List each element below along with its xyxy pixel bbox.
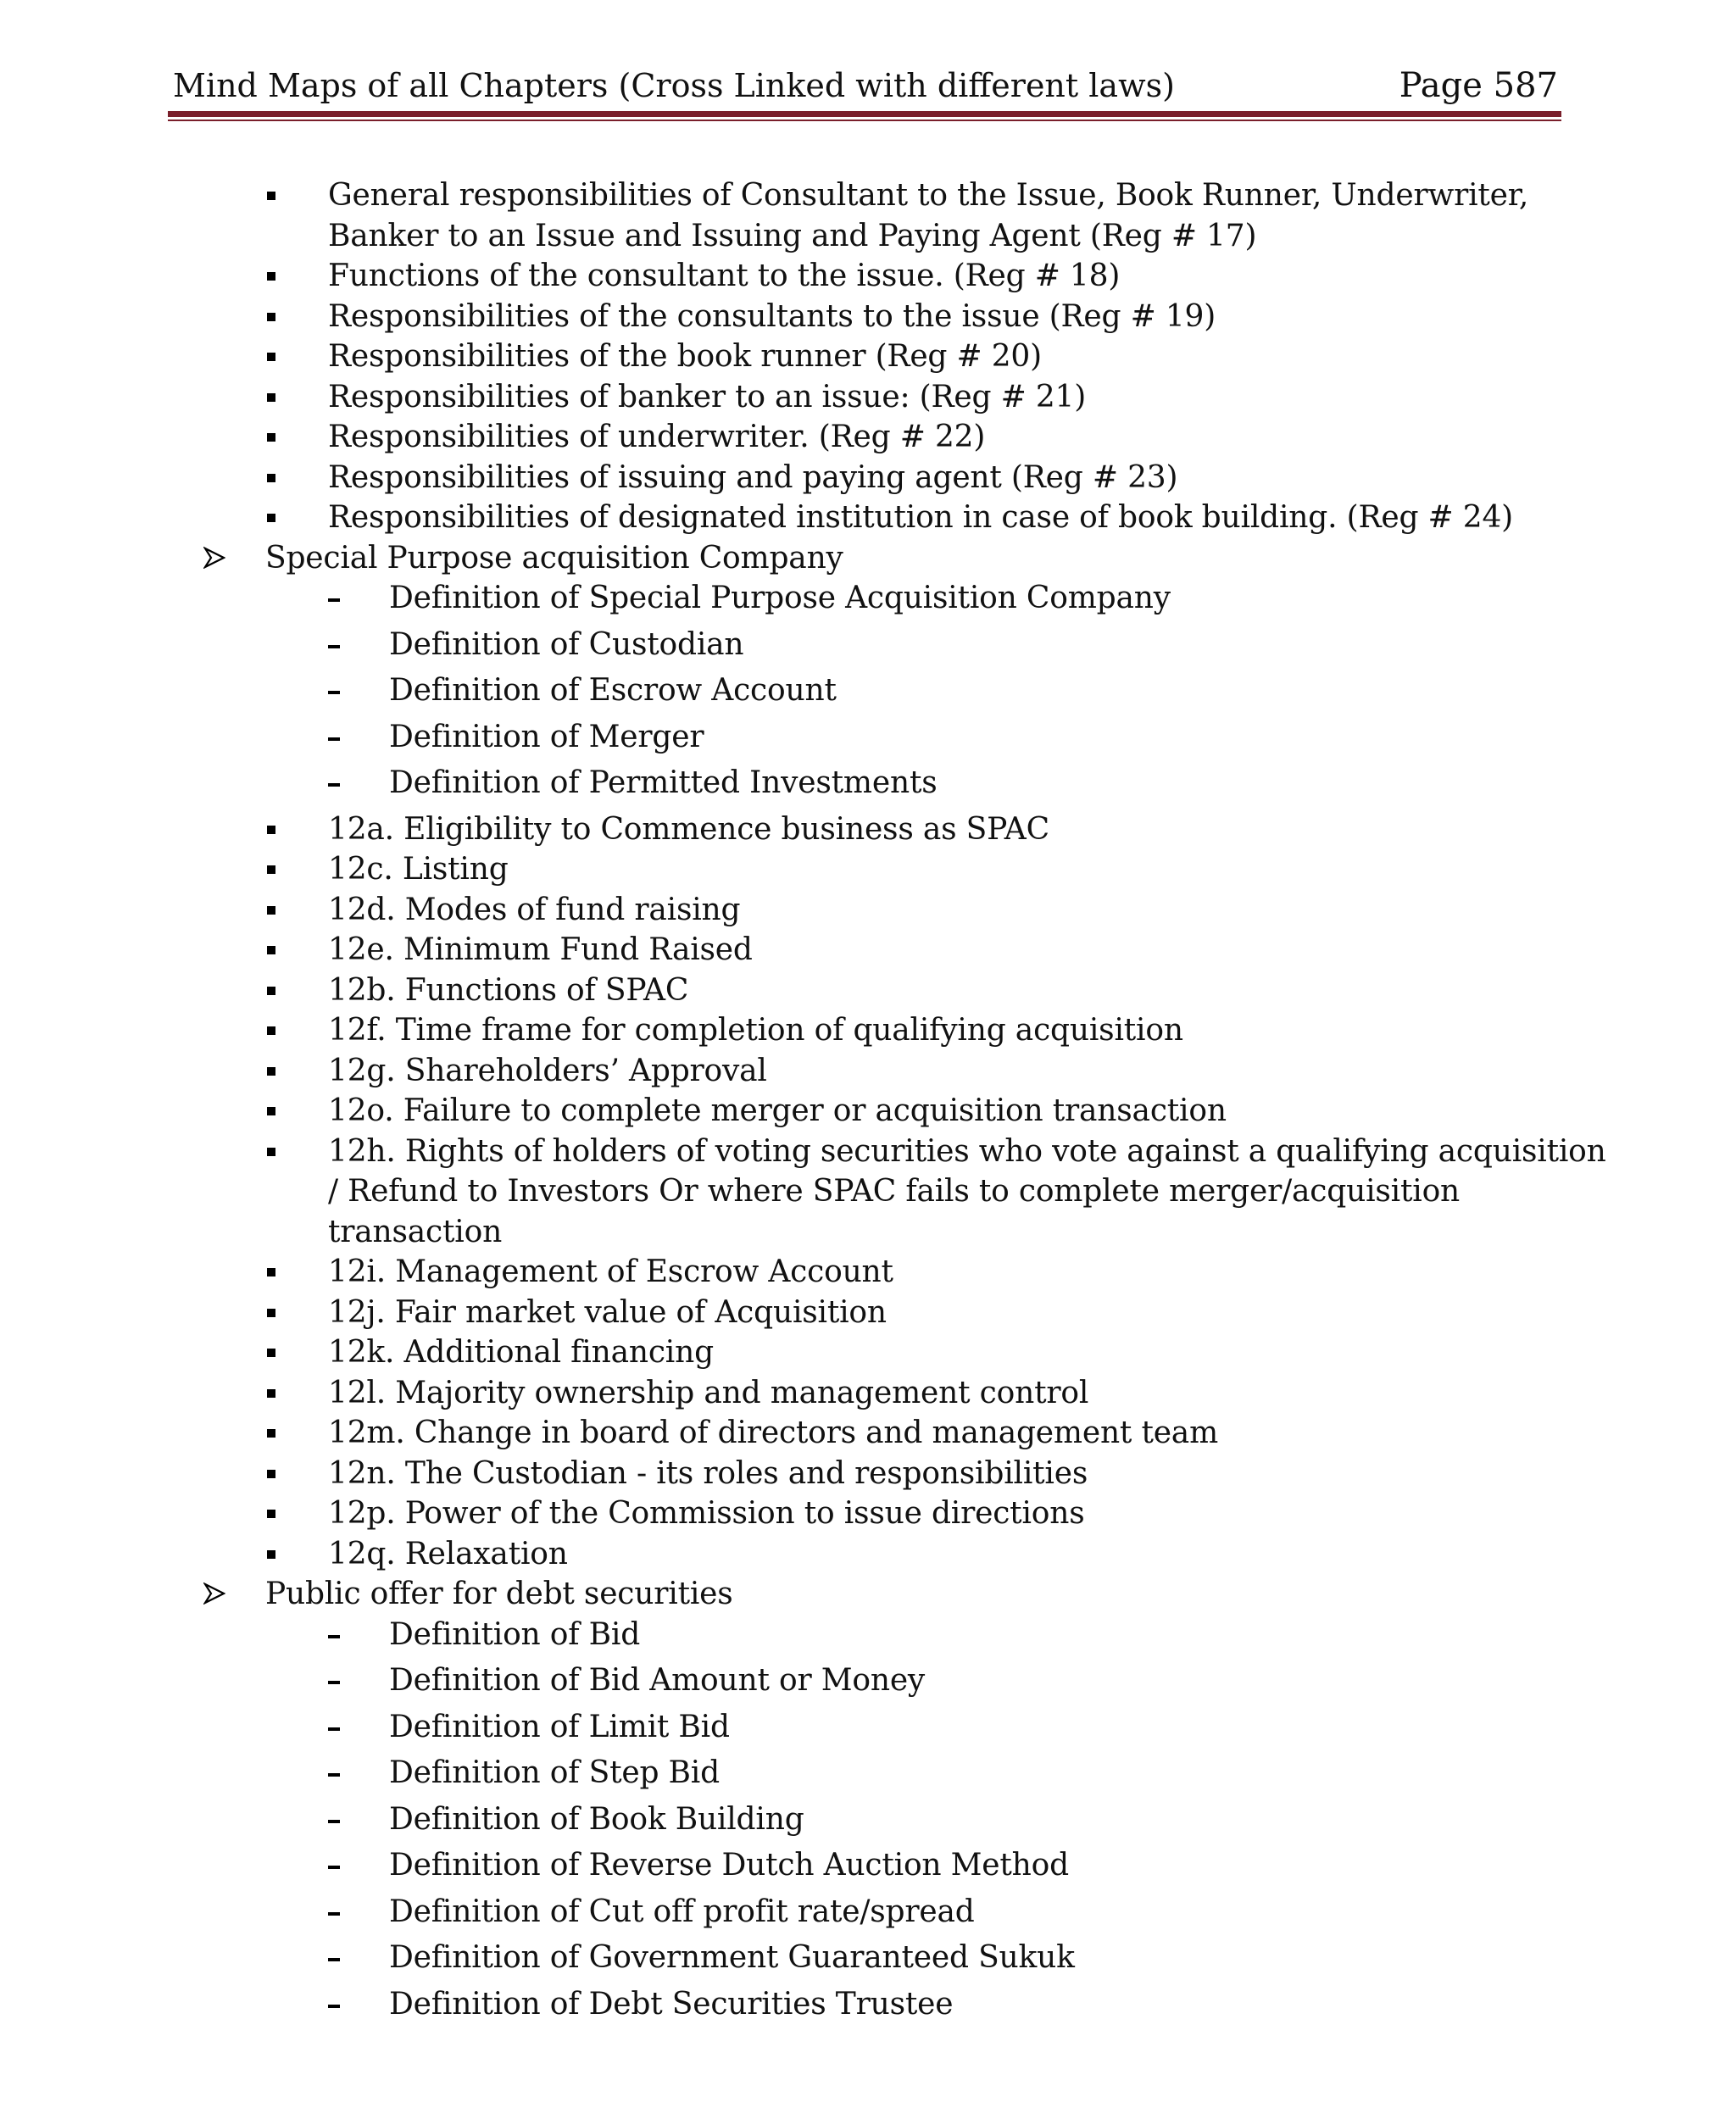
list-item-text: Responsibilities of banker to an issue: (Reg # 21) [328,379,1087,414]
square-bullet-icon [267,353,275,361]
header-rule-thick [168,111,1561,117]
square-bullet-icon [267,826,275,834]
list-item-text: Responsibilities of issuing and paying agent (Reg # 23) [328,459,1178,495]
list-item-text: Functions of the consultant to the issue. (Reg # 18) [328,259,1121,293]
arrow-bullet-icon [203,547,225,569]
list-item-text: 12c. Listing [328,852,509,887]
dash-bullet-icon [328,737,340,741]
list-item-text: Banker to an Issue and Issuing and Paying Agent (Reg # 17) [328,218,1257,253]
list-item-text: 12d. Modes of fund raising [328,892,741,927]
square-bullet-icon [267,1470,275,1478]
square-bullet-icon [267,1067,275,1076]
square-bullet-icon [267,514,275,522]
square-bullet-icon [267,1107,275,1115]
square-bullet-icon [267,1026,275,1035]
list-item-text: Definition of Reverse Dutch Auction Method [389,1848,1069,1883]
list-item-text: 12q. Relaxation [328,1536,568,1571]
list-item-text: transaction [328,1214,503,1249]
list-item-text: Definition of Escrow Account [389,673,837,708]
dash-bullet-icon [328,598,340,602]
dash-bullet-icon [328,1820,340,1823]
section-heading: Special Purpose acquisition Company [265,540,843,576]
header-title: Mind Maps of all Chapters (Cross Linked with different laws) [173,67,1175,104]
square-bullet-icon [267,1349,275,1357]
square-bullet-icon [267,1550,275,1559]
square-bullet-icon [267,192,275,200]
list-item-text: General responsibilities of Consultant to the Issue, Book Runner, Underwriter, [328,178,1529,213]
list-item-text: 12p. Power of the Commission to issue directions [328,1496,1085,1531]
square-bullet-icon [267,272,275,281]
dash-bullet-icon [328,2005,340,2008]
dash-bullet-icon [328,1912,340,1916]
square-bullet-icon [267,1510,275,1518]
list-item-text: Definition of Bid Amount or Money [389,1663,926,1698]
list-item-text: Definition of Permitted Investments [389,765,938,800]
dash-bullet-icon [328,1727,340,1731]
dash-bullet-icon [328,1635,340,1638]
dash-bullet-icon [328,1958,340,1961]
square-bullet-icon [267,1148,275,1156]
list-item-text: 12j. Fair market value of Acquisition [328,1294,887,1330]
list-item-text: 12f. Time frame for completion of qualifying acquisition [328,1013,1183,1048]
square-bullet-icon [267,1309,275,1317]
list-item-text: 12b. Functions of SPAC [328,972,689,1008]
header-rule-thin [168,120,1561,121]
list-item-text: 12e. Minimum Fund Raised [328,932,753,967]
square-bullet-icon [267,1268,275,1276]
list-item-text: 12a. Eligibility to Commence business as SPAC [328,811,1049,847]
list-item-text: 12l. Majority ownership and management control [328,1375,1089,1410]
square-bullet-icon [267,865,275,874]
list-item-text: Definition of Bid [389,1616,641,1652]
dash-bullet-icon [328,783,340,787]
list-item-text: Responsibilities of designated institution in case of book building. (Reg # 24) [328,500,1514,535]
square-bullet-icon [267,906,275,915]
dash-bullet-icon [328,645,340,648]
list-item-text: Definition of Step Bid [389,1755,720,1790]
page-header [170,61,1558,112]
list-item-text: Responsibilities of underwriter. (Reg # 22) [328,420,986,454]
list-item-text: Definition of Debt Securities Trustee [389,1986,954,2022]
dash-bullet-icon [328,1866,340,1869]
dash-bullet-icon [328,691,340,694]
list-item-text: Definition of Book Building [389,1801,804,1837]
arrow-bullet-icon [203,1582,225,1605]
list-item-text: Definition of Limit Bid [389,1709,730,1744]
list-item-text: 12o. Failure to complete merger or acquisition transaction [328,1093,1227,1128]
list-item-text: 12m. Change in board of directors and management team [328,1416,1219,1450]
square-bullet-icon [267,946,275,954]
list-item-text: Definition of Custodian [389,626,744,662]
dash-bullet-icon [328,1773,340,1777]
section-heading: Public offer for debt securities [265,1577,733,1611]
list-item-text: / Refund to Investors Or where SPAC fails to complete merger/acquisition [328,1174,1461,1209]
list-item-text: Definition of Government Guaranteed Sukuk [389,1940,1075,1975]
list-item-text: Definition of Merger [389,719,704,754]
square-bullet-icon [267,474,275,482]
list-item-text: 12k. Additional financing [328,1335,714,1370]
square-bullet-icon [267,1389,275,1398]
square-bullet-icon [267,1429,275,1438]
list-item-text: Definition of Cut off profit rate/spread [389,1894,975,1929]
square-bullet-icon [267,433,275,442]
list-item-text: Responsibilities of the book runner (Reg # 20) [328,339,1042,374]
square-bullet-icon [267,987,275,995]
dash-bullet-icon [328,1681,340,1684]
list-item-text: 12i. Management of Escrow Account [328,1254,893,1289]
square-bullet-icon [267,393,275,402]
list-item-text: Responsibilities of the consultants to the issue (Reg # 19) [328,298,1216,334]
list-item-text: 12h. Rights of holders of voting securities who vote against a qualifying acquisition [328,1133,1606,1169]
square-bullet-icon [267,313,275,321]
page-number: Page 587 [1399,66,1558,105]
list-item-text: Definition of Special Purpose Acquisition Company [389,581,1171,615]
list-item-text: 12n. The Custodian - its roles and responsibilities [328,1455,1088,1491]
list-item-text: 12g. Shareholders’ Approval [328,1053,767,1088]
